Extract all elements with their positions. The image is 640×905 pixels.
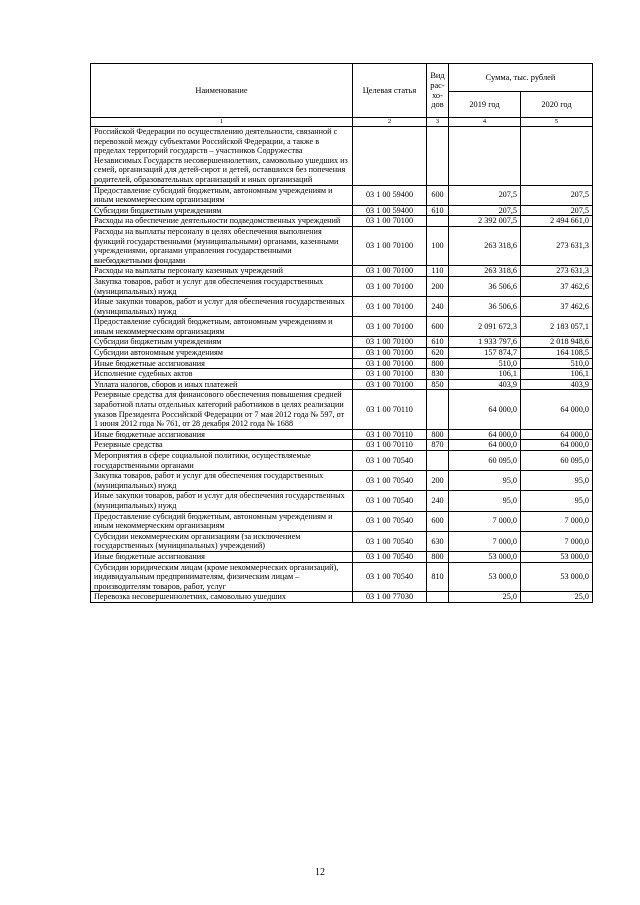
amount-2019-cell: 64 000,0 <box>449 390 521 429</box>
expense-kind-cell: 810 <box>427 562 449 592</box>
target-article-cell: 03 1 00 70540 <box>353 471 427 491</box>
target-article-cell: 03 1 00 70100 <box>353 317 427 337</box>
table-row <box>91 511 593 531</box>
target-article-cell <box>353 127 427 186</box>
amount-2020-cell: 7 000,0 <box>521 531 593 551</box>
table-row <box>91 562 593 592</box>
row-name-cell: Иные закупки товаров, работ и услуг для обеспечения государственных (муниципальных) нужд <box>91 297 353 317</box>
expense-kind-cell <box>427 127 449 186</box>
amount-2019-cell: 1 933 797,6 <box>449 337 521 348</box>
column-number: 1 <box>91 118 353 127</box>
row-name-cell: Мероприятия в сфере социальной политики, осуществляемые государственными органами <box>91 451 353 471</box>
amount-2020-cell: 164 108,5 <box>521 348 593 359</box>
amount-2020-cell: 95,0 <box>521 471 593 491</box>
row-name-cell: Закупка товаров, работ и услуг для обеспечения государственных (муниципальных) нужд <box>91 471 353 491</box>
target-article-cell: 03 1 00 70540 <box>353 562 427 592</box>
header-sum: Сумма, тыс. рублей <box>449 64 593 92</box>
expense-kind-cell: 200 <box>427 276 449 296</box>
amount-2019-cell: 2 091 672,3 <box>449 317 521 337</box>
row-name-cell: Иные бюджетные ассигнования <box>91 551 353 562</box>
row-name-cell: Иные бюджетные ассигнования <box>91 429 353 440</box>
row-name-cell: Резервные средства <box>91 440 353 451</box>
row-name-cell: Субсидии некоммерческим организациям (за исключением государственных (муниципальных) учреждений) <box>91 531 353 551</box>
amount-2019-cell: 36 506,6 <box>449 297 521 317</box>
target-article-cell: 03 1 00 70100 <box>353 348 427 359</box>
table-row <box>91 358 593 369</box>
expense-kind-cell: 870 <box>427 440 449 451</box>
amount-2020-cell <box>521 127 593 186</box>
expense-kind-cell <box>427 451 449 471</box>
target-article-cell: 03 1 00 70540 <box>353 451 427 471</box>
row-name-cell: Субсидии автономным учреждениям <box>91 348 353 359</box>
expense-kind-cell: 600 <box>427 511 449 531</box>
table-body <box>91 127 593 603</box>
row-name-cell: Расходы на выплаты персоналу казенных учреждений <box>91 266 353 277</box>
amount-2020-cell: 53 000,0 <box>521 562 593 592</box>
header-target-article: Целевая статья <box>353 64 427 118</box>
table-row <box>91 185 593 205</box>
target-article-cell: 03 1 00 59400 <box>353 185 427 205</box>
header-expense-kind: Вид рас-хо-дов <box>427 64 449 118</box>
header-name: Наименование <box>91 64 353 118</box>
budget-table <box>90 63 593 603</box>
table-row <box>91 226 593 265</box>
expense-kind-cell <box>427 592 449 603</box>
target-article-cell: 03 1 00 70100 <box>353 337 427 348</box>
amount-2020-cell: 207,5 <box>521 185 593 205</box>
table-row <box>91 337 593 348</box>
amount-2020-cell: 37 462,6 <box>521 297 593 317</box>
expense-kind-cell: 600 <box>427 317 449 337</box>
expense-kind-cell: 800 <box>427 551 449 562</box>
expense-kind-cell: 800 <box>427 358 449 369</box>
target-article-cell: 03 1 00 70100 <box>353 216 427 227</box>
table-row <box>91 471 593 491</box>
table-header <box>91 64 593 127</box>
amount-2019-cell: 207,5 <box>449 185 521 205</box>
row-name-cell: Предоставление субсидий бюджетным, автономным учреждениям и иным некоммерческим организациям <box>91 185 353 205</box>
row-name-cell: Уплата налогов, сборов и иных платежей <box>91 379 353 390</box>
row-name-cell: Расходы на обеспечение деятельности подведомственных учреждений <box>91 216 353 227</box>
table-row <box>91 127 593 186</box>
amount-2020-cell: 64 000,0 <box>521 429 593 440</box>
target-article-cell: 03 1 00 70110 <box>353 390 427 429</box>
row-name-cell: Иные бюджетные ассигнования <box>91 358 353 369</box>
expense-kind-cell: 240 <box>427 297 449 317</box>
expense-kind-cell: 240 <box>427 491 449 511</box>
amount-2020-cell: 207,5 <box>521 205 593 216</box>
expense-kind-cell: 200 <box>427 471 449 491</box>
amount-2019-cell: 7 000,0 <box>449 531 521 551</box>
amount-2020-cell: 37 462,6 <box>521 276 593 296</box>
table-row <box>91 266 593 277</box>
amount-2020-cell: 2 494 661,0 <box>521 216 593 227</box>
row-name-cell: Перевозка несовершеннолетних, самовольно ушедших <box>91 592 353 603</box>
amount-2019-cell: 2 392 007,5 <box>449 216 521 227</box>
row-name-cell: Субсидии юридическим лицам (кроме некоммерческих организаций), индивидуальным предпринимателям, физическим лицам – производителям товаров, работ, услуг <box>91 562 353 592</box>
amount-2019-cell: 263 318,6 <box>449 266 521 277</box>
table-row <box>91 440 593 451</box>
amount-2020-cell: 106,1 <box>521 369 593 380</box>
column-number: 4 <box>449 118 521 127</box>
table-row <box>91 369 593 380</box>
table-row <box>91 451 593 471</box>
row-name-cell: Закупка товаров, работ и услуг для обеспечения государственных (муниципальных) нужд <box>91 276 353 296</box>
table-row <box>91 276 593 296</box>
amount-2019-cell <box>449 127 521 186</box>
expense-kind-cell: 620 <box>427 348 449 359</box>
page-number: 12 <box>315 867 325 878</box>
target-article-cell: 03 1 00 70110 <box>353 429 427 440</box>
target-article-cell: 03 1 00 70100 <box>353 226 427 265</box>
table-row <box>91 317 593 337</box>
target-article-cell: 03 1 00 70110 <box>353 440 427 451</box>
table-row <box>91 379 593 390</box>
target-article-cell: 03 1 00 70100 <box>353 266 427 277</box>
table-row <box>91 348 593 359</box>
column-number: 5 <box>521 118 593 127</box>
column-number: 3 <box>427 118 449 127</box>
expense-kind-cell: 610 <box>427 337 449 348</box>
table-row <box>91 216 593 227</box>
target-article-cell: 03 1 00 70540 <box>353 511 427 531</box>
expense-kind-cell: 850 <box>427 379 449 390</box>
amount-2019-cell: 64 000,0 <box>449 440 521 451</box>
row-name-cell: Предоставление субсидий бюджетным, автономным учреждениям и иным некоммерческим организациям <box>91 511 353 531</box>
target-article-cell: 03 1 00 70100 <box>353 358 427 369</box>
row-name-cell: Субсидии бюджетным учреждениям <box>91 337 353 348</box>
expense-kind-cell: 100 <box>427 226 449 265</box>
amount-2019-cell: 64 000,0 <box>449 429 521 440</box>
target-article-cell: 03 1 00 70540 <box>353 551 427 562</box>
amount-2020-cell: 95,0 <box>521 491 593 511</box>
expense-kind-cell: 110 <box>427 266 449 277</box>
row-name-cell: Российской Федерации по осуществлению деятельности, связанной с перевозкой между субъектами Российской Федерации, а также в пределах территорий государств – участников Содружества Независимых Государств несовершеннолетних, самовольно ушедших из семей, организаций для детей-сирот и детей, оставшихся без попечения родителей, образовательных организаций и иных организаций <box>91 127 353 186</box>
target-article-cell: 03 1 00 70540 <box>353 531 427 551</box>
amount-2019-cell: 53 000,0 <box>449 551 521 562</box>
amount-2020-cell: 64 000,0 <box>521 440 593 451</box>
row-name-cell: Субсидии бюджетным учреждениям <box>91 205 353 216</box>
amount-2020-cell: 273 631,3 <box>521 226 593 265</box>
amount-2019-cell: 263 318,6 <box>449 226 521 265</box>
target-article-cell: 03 1 00 77030 <box>353 592 427 603</box>
amount-2019-cell: 157 874,7 <box>449 348 521 359</box>
amount-2019-cell: 7 000,0 <box>449 511 521 531</box>
amount-2020-cell: 2 018 948,6 <box>521 337 593 348</box>
table-row <box>91 429 593 440</box>
expense-kind-cell: 600 <box>427 185 449 205</box>
amount-2020-cell: 2 183 057,1 <box>521 317 593 337</box>
amount-2020-cell: 273 631,3 <box>521 266 593 277</box>
target-article-cell: 03 1 00 59400 <box>353 205 427 216</box>
table-row <box>91 297 593 317</box>
header-year-2020: 2020 год <box>521 92 593 118</box>
row-name-cell: Резервные средства для финансового обеспечения повышения средней заработной платы отдельных категорий работников в целях реализации указов Президента Российской Федерации от 7 мая 2012 года № 597, от 1 июня 2012 года № 761, от 28 декабря 2012 года № 1688 <box>91 390 353 429</box>
amount-2019-cell: 25,0 <box>449 592 521 603</box>
row-name-cell: Исполнение судебных актов <box>91 369 353 380</box>
expense-kind-cell: 630 <box>427 531 449 551</box>
target-article-cell: 03 1 00 70540 <box>353 491 427 511</box>
header-year-2019: 2019 год <box>449 92 521 118</box>
table-row <box>91 390 593 429</box>
amount-2019-cell: 510,0 <box>449 358 521 369</box>
amount-2020-cell: 7 000,0 <box>521 511 593 531</box>
table-row <box>91 491 593 511</box>
amount-2019-cell: 95,0 <box>449 471 521 491</box>
amount-2020-cell: 510,0 <box>521 358 593 369</box>
target-article-cell: 03 1 00 70100 <box>353 379 427 390</box>
amount-2019-cell: 403,9 <box>449 379 521 390</box>
column-number: 2 <box>353 118 427 127</box>
expense-kind-cell <box>427 216 449 227</box>
table-row <box>91 592 593 603</box>
amount-2019-cell: 95,0 <box>449 491 521 511</box>
amount-2019-cell: 60 095,0 <box>449 451 521 471</box>
expense-kind-cell <box>427 390 449 429</box>
target-article-cell: 03 1 00 70100 <box>353 276 427 296</box>
row-name-cell: Иные закупки товаров, работ и услуг для обеспечения государственных (муниципальных) нужд <box>91 491 353 511</box>
row-name-cell: Предоставление субсидий бюджетным, автономным учреждениям и иным некоммерческим организациям <box>91 317 353 337</box>
document-sheet <box>90 63 592 603</box>
amount-2019-cell: 106,1 <box>449 369 521 380</box>
amount-2019-cell: 53 000,0 <box>449 562 521 592</box>
table-row <box>91 531 593 551</box>
target-article-cell: 03 1 00 70100 <box>353 297 427 317</box>
table-row <box>91 205 593 216</box>
amount-2019-cell: 207,5 <box>449 205 521 216</box>
target-article-cell: 03 1 00 70100 <box>353 369 427 380</box>
expense-kind-cell: 800 <box>427 429 449 440</box>
amount-2020-cell: 64 000,0 <box>521 390 593 429</box>
amount-2019-cell: 36 506,6 <box>449 276 521 296</box>
expense-kind-cell: 610 <box>427 205 449 216</box>
table-row <box>91 551 593 562</box>
amount-2020-cell: 25,0 <box>521 592 593 603</box>
amount-2020-cell: 403,9 <box>521 379 593 390</box>
expense-kind-cell: 830 <box>427 369 449 380</box>
row-name-cell: Расходы на выплаты персоналу в целях обеспечения выполнения функций государственными (муниципальными) органами, казенными учреждениями, органами управления государственными внебюджетными фондами <box>91 226 353 265</box>
amount-2020-cell: 60 095,0 <box>521 451 593 471</box>
amount-2020-cell: 53 000,0 <box>521 551 593 562</box>
